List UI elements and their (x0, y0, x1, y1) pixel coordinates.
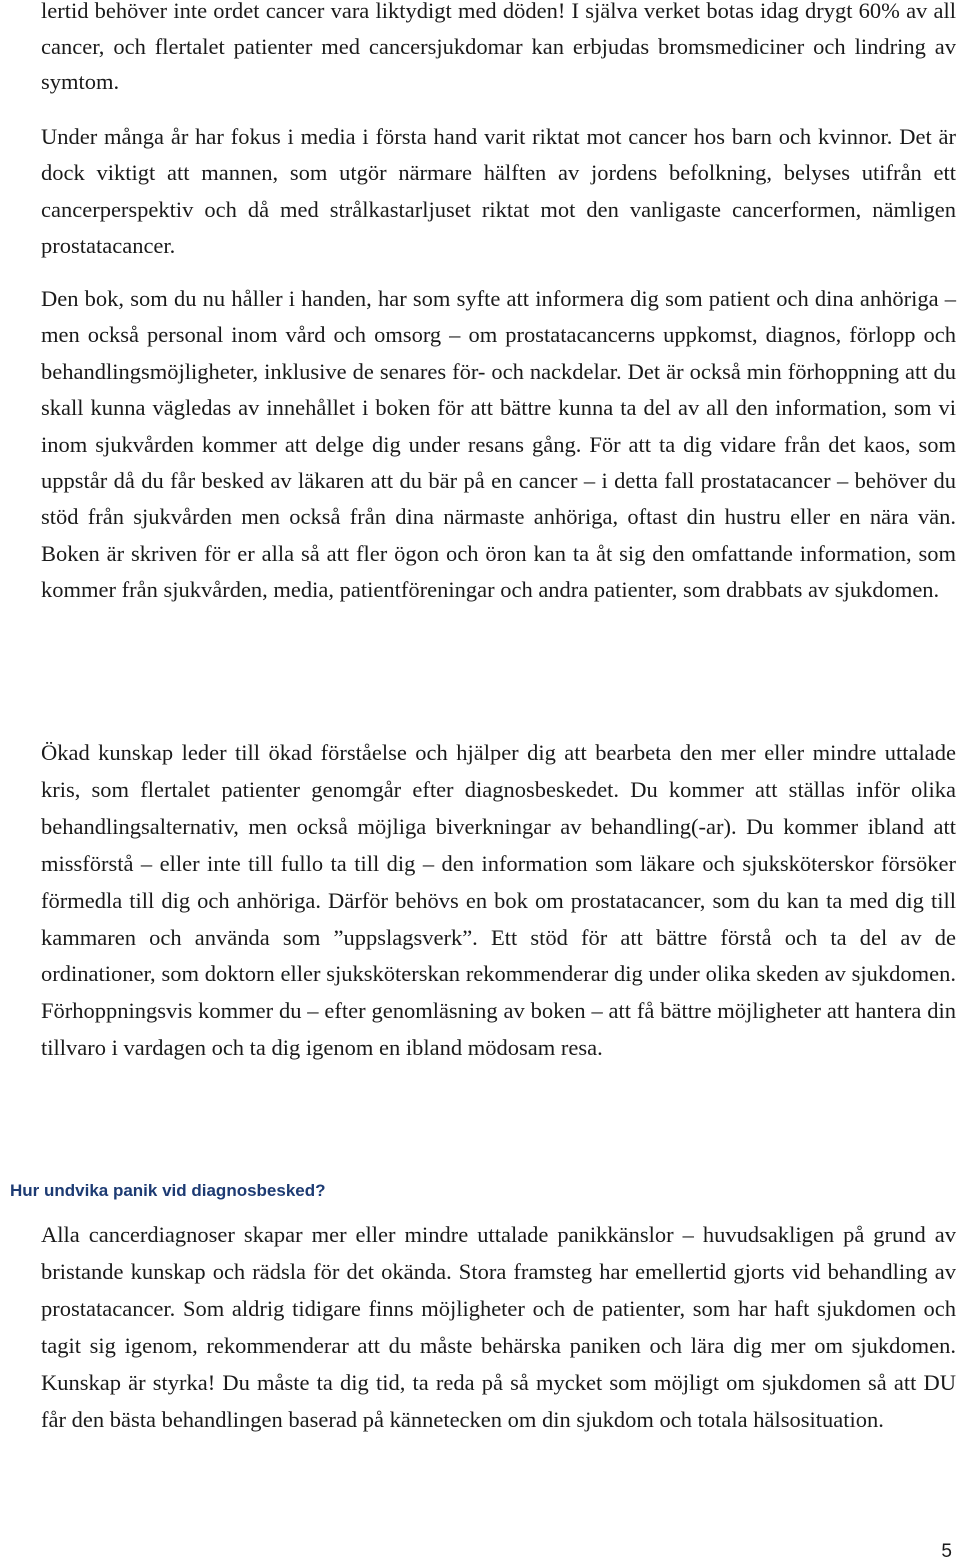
page-number: 5 (941, 1541, 952, 1562)
body-paragraph-4: Ökad kunskap leder till ökad förståelse och hjälper dig att bearbeta den mer eller mindre uttalade kris, som flertalet patienter genomgår efter diagnosbeskedet. Du kommer att ställas inför olika behandlingsalternativ, men också möjliga biverkningar av behandling(-ar). Du kommer ibland att missförstå – eller inte till fullo ta till dig – den information som läkare och sjuksköterskor försöker förmedla till dig och anhöriga. Därför behövs en bok om prostatacancer, som du kan ta med dig till kammaren och använda som ”uppslagsverk”. Ett stöd för att bättre förstå och ta del av de ordinationer, som doktorn eller sjuksköterskan rekommenderar dig under olika skeden av sjukdomen. Förhoppningsvis kommer du – efter genomläsning av boken – att få bättre möjligheter att hantera din tillvaro i vardagen och ta dig igenom en ibland mödosam resa. (41, 740, 956, 1061)
section-heading: Hur undvika panik vid diagnosbesked? (10, 1181, 326, 1200)
body-paragraph-3: Den bok, som du nu håller i handen, har som syfte att informera dig som patient och dina anhöriga – men också personal inom vård och omsorg – om prostatacancerns uppkomst, diagnos, förlopp och behandlingsmöjligheter, inklusive de senares för- och nackdelar. Det är också min förhoppning att du skall kunna vägledas av innehållet i boken för att bättre kunna ta del av all den information, som vi inom sjukvården kommer att delge dig under resans gång. För att ta dig vidare från det kaos, som uppstår då du får besked av läkaren att du bär på en cancer – i detta fall prostatacancer – behöver du stöd från sjukvården men också från dina närmaste anhöriga, oftast din hustru eller en nära vän. Boken är skriven för er alla så att fler ögon och öron kan ta åt sig den omfattande information, som kommer från sjukvården, media, patientföreningar och andra patienter, som drabbats av sjukdomen. (41, 286, 956, 603)
body-paragraph-1: lertid behöver inte ordet cancer vara liktydigt med döden! I själva verket botas idag drygt 60% av all cancer, och flertalet patienter med cancersjukdomar kan erbjudas bromsmediciner och lindring av symtom. (41, 0, 956, 94)
body-paragraph-2: Under många år har fokus i media i första hand varit riktat mot cancer hos barn och kvinnor. Det är dock viktigt att mannen, som utgör närmare hälften av jordens befolkning, belyses utifrån ett cancerperspektiv och då med strålkastarljuset riktat mot den vanligaste cancerformen, nämligen prostatacancer. (41, 124, 956, 259)
section-paragraph: Alla cancerdiagnoser skapar mer eller mindre uttalade panikkänslor – huvudsakligen på grund av bristande kunskap och rädsla för det okända. Stora framsteg har emellertid gjorts vid behandling av prostatacancer. Som aldrig tidigare finns möjligheter och de patienter, som har haft sjukdomen och tagit sig igenom, rekommenderar att du måste behärska paniken och lära dig mer om sjukdomen. Kunskap är styrka! Du måste ta dig tid, ta reda på så mycket som möjligt om sjukdomen så att DU får den bästa behandlingen baserad på kännetecken om din sjukdom och totala hälsosituation. (41, 1222, 956, 1432)
